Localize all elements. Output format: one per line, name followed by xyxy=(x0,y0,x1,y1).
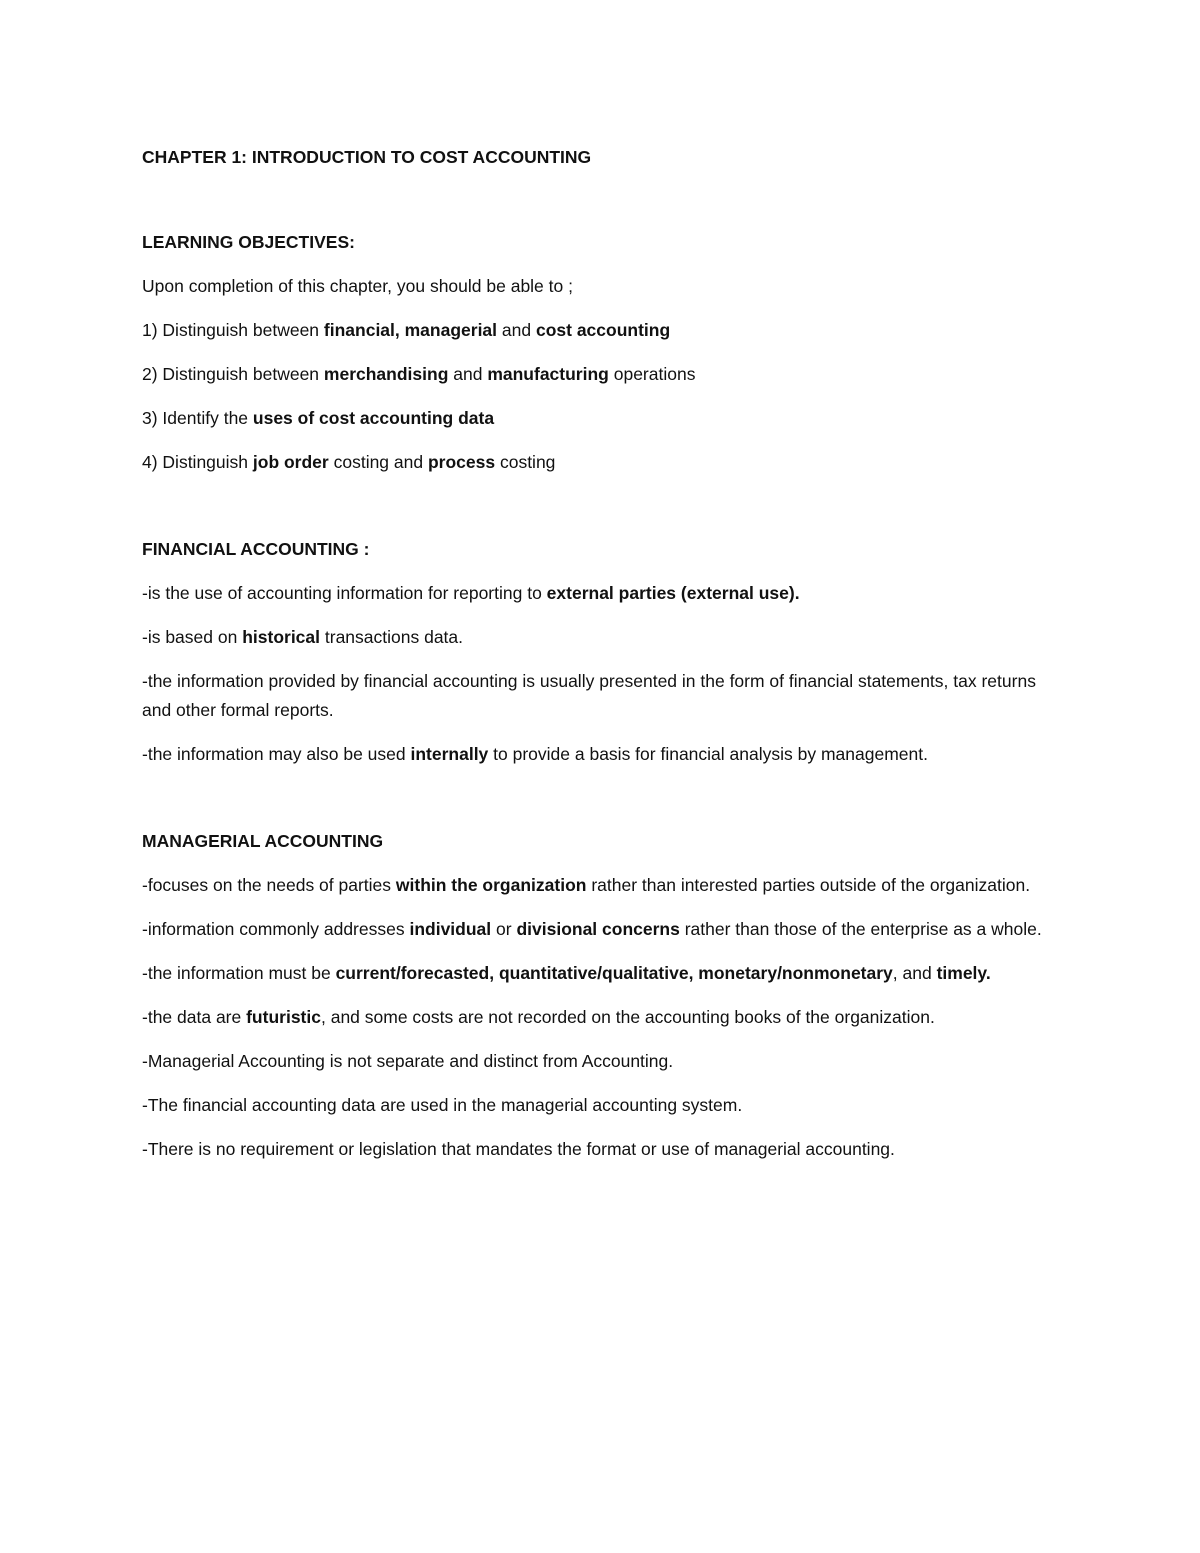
objective-item xyxy=(142,404,1050,433)
managerial-accounting-point xyxy=(142,1091,1050,1120)
text-run: 4) Distinguish xyxy=(142,452,253,472)
text-run: 2) Distinguish between xyxy=(142,364,324,384)
bold-text-run: cost accounting xyxy=(535,320,671,340)
bold-text-run: process xyxy=(427,452,496,472)
text-run: costing xyxy=(495,452,556,472)
text-run: -the information may also be used xyxy=(142,744,411,764)
bold-text-run: within the organization xyxy=(395,875,587,895)
bold-text-run: job order xyxy=(252,452,329,472)
managerial-accounting-section xyxy=(142,827,1050,1164)
bold-text-run: futuristic xyxy=(246,1007,321,1027)
text-run: -The financial accounting data are used in the managerial accounting system. xyxy=(142,1095,743,1115)
financial-accounting-point xyxy=(142,579,1050,608)
bold-text-run: individual xyxy=(409,919,492,939)
text-run: to provide a basis for financial analysis by management. xyxy=(488,744,928,764)
text-run: costing and xyxy=(328,452,428,472)
text-run: -information commonly addresses xyxy=(142,919,410,939)
learning-objectives-section xyxy=(142,228,1050,477)
managerial-accounting-point xyxy=(142,871,1050,900)
bold-text-run: manufacturing xyxy=(487,364,609,384)
text-run: and xyxy=(497,320,536,340)
financial-accounting-point xyxy=(142,623,1050,652)
text-run: or xyxy=(491,919,517,939)
text-run: rather than interested parties outside of the organization. xyxy=(586,875,1031,895)
bold-text-run: financial, managerial xyxy=(323,320,498,340)
text-run: -Managerial Accounting is not separate and distinct from Accounting. xyxy=(142,1051,674,1071)
text-run: transactions data. xyxy=(320,627,464,647)
text-run: -is the use of accounting information for reporting to xyxy=(142,583,547,603)
bold-text-run: historical xyxy=(242,627,321,647)
text-run: 1) Distinguish between xyxy=(142,320,324,340)
managerial-accounting-point xyxy=(142,1047,1050,1076)
text-run: -focuses on the needs of parties xyxy=(142,875,396,895)
text-run: operations xyxy=(608,364,696,384)
text-run: and xyxy=(448,364,488,384)
text-run: -the information must be xyxy=(142,963,336,983)
objective-item xyxy=(142,360,1050,389)
managerial-accounting-point xyxy=(142,1003,1050,1032)
text-run: -the information provided by financial accounting is usually presented in the form of financial statements, tax returns and other formal reports. xyxy=(142,671,1036,720)
bold-text-run: internally xyxy=(410,744,489,764)
bold-text-run: uses of cost accounting data xyxy=(252,408,495,428)
financial-accounting-point xyxy=(142,667,1050,725)
text-run: , and xyxy=(892,963,937,983)
text-run: -is based on xyxy=(142,627,243,647)
text-run: 3) Identify the xyxy=(142,408,253,428)
managerial-accounting-heading: MANAGERIAL ACCOUNTING xyxy=(142,831,384,851)
text-run: -There is no requirement or legislation that mandates the format or use of managerial accounting. xyxy=(142,1139,895,1159)
bold-text-run: merchandising xyxy=(323,364,449,384)
bold-text-run: current/forecasted, quantitative/qualitative, monetary/nonmonetary xyxy=(335,963,893,983)
managerial-accounting-point xyxy=(142,915,1050,944)
text-run: , and some costs are not recorded on the accounting books of the organization. xyxy=(320,1007,935,1027)
chapter-title: CHAPTER 1: INTRODUCTION TO COST ACCOUNTING xyxy=(142,147,592,167)
financial-accounting-section xyxy=(142,535,1050,769)
bold-text-run: timely. xyxy=(936,963,991,983)
bold-text-run: external parties (external use). xyxy=(546,583,800,603)
managerial-accounting-point xyxy=(142,959,1050,988)
learning-objectives-heading: LEARNING OBJECTIVES: xyxy=(142,232,355,252)
financial-accounting-point xyxy=(142,740,1050,769)
managerial-accounting-point xyxy=(142,1135,1050,1164)
financial-accounting-heading: FINANCIAL ACCOUNTING : xyxy=(142,539,370,559)
text-run: -the data are xyxy=(142,1007,247,1027)
bold-text-run: divisional concerns xyxy=(516,919,680,939)
objective-item xyxy=(142,448,1050,477)
text-run: rather than those of the enterprise as a whole. xyxy=(679,919,1042,939)
learning-objectives-intro: Upon completion of this chapter, you should be able to ; xyxy=(142,276,573,296)
objective-item xyxy=(142,316,1050,345)
